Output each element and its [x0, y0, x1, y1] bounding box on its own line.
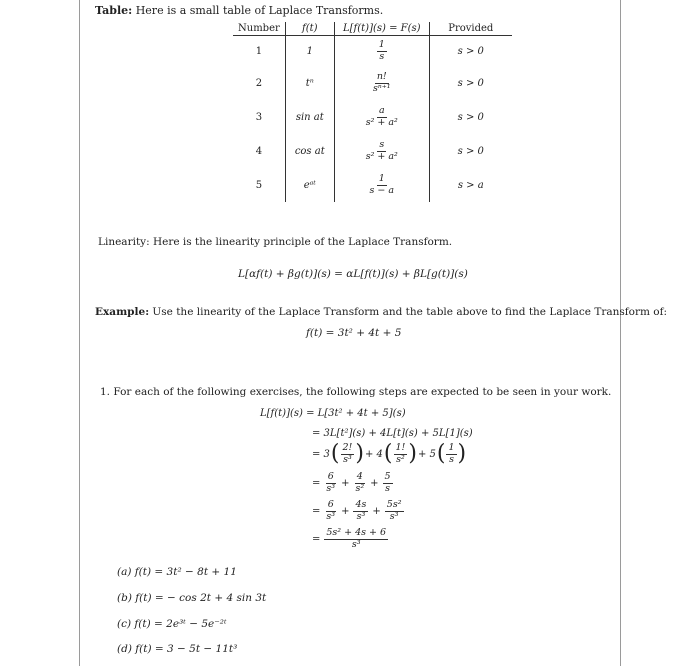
- frac-den: s − a: [369, 184, 395, 196]
- row-f: cos at: [285, 134, 334, 168]
- frac-den: s²: [355, 482, 365, 494]
- frac-num: 4s: [355, 499, 367, 510]
- header-f: f(t): [285, 22, 334, 36]
- frac-den: s² + a²: [365, 150, 398, 162]
- frac-den: s: [449, 453, 454, 465]
- frac-den: s³: [356, 510, 366, 522]
- frac-num: 5s²: [386, 499, 402, 510]
- frac-num: a: [378, 104, 385, 116]
- row-number: 2: [233, 66, 285, 100]
- linearity-text: Linearity: Here is the linearity principle of the Laplace Transform.: [98, 236, 453, 248]
- laplace-table: [233, 22, 512, 202]
- step4-plus: +: [341, 477, 350, 489]
- example-label: Example:: [95, 306, 150, 318]
- frac-num: 1: [378, 38, 385, 50]
- left-page-border: [79, 0, 80, 666]
- header-number: Number: [233, 22, 285, 36]
- frac-den: s: [379, 50, 385, 62]
- table-row: [233, 100, 512, 134]
- frac-num: 1!: [395, 442, 406, 453]
- example-formula: f(t) = 3t² + 4t + 5: [306, 327, 402, 339]
- frac-den: s³: [326, 510, 336, 522]
- frac-num: 5s² + 4s + 6: [326, 527, 387, 538]
- exercise-part-a: (a) f(t) = 3t² − 8t + 11: [117, 566, 237, 578]
- row-transform: [334, 168, 429, 202]
- step5-eq: =: [312, 505, 321, 517]
- table-title-label: Table:: [95, 4, 133, 17]
- table-title: [95, 4, 383, 17]
- derivation-step-2: = 3L[t²](s) + 4L[t](s) + 5L[1](s): [312, 428, 473, 439]
- step3-plus4: + 4: [364, 448, 383, 460]
- row-condition: s > a: [457, 179, 484, 191]
- table-header-row: [233, 22, 512, 36]
- frac-den: sⁿ⁺¹: [373, 82, 391, 94]
- step6-eq: =: [312, 533, 321, 545]
- row-transform: [334, 100, 429, 134]
- frac-den: s² + a²: [365, 116, 398, 128]
- row-number: 5: [233, 168, 285, 202]
- header-provided: Provided: [429, 22, 512, 36]
- table-row: [233, 134, 512, 168]
- row-number: 1: [233, 36, 285, 67]
- frac-den: s³: [389, 510, 399, 522]
- frac-num: 1: [448, 442, 455, 453]
- derivation-step-4: [312, 472, 393, 495]
- frac-num: 4: [356, 471, 363, 482]
- frac-den: s: [385, 482, 391, 494]
- row-f: 1: [285, 36, 334, 67]
- table-row: [233, 66, 512, 100]
- row-condition: s > 0: [457, 45, 484, 57]
- row-f: eᵃᵗ: [285, 168, 334, 202]
- step3-eq: = 3: [312, 448, 330, 460]
- row-condition: s > 0: [457, 111, 484, 123]
- header-transform: L[f(t)](s) = F(s): [334, 22, 429, 36]
- derivation-step-5: [312, 500, 404, 523]
- exercise-part-d: (d) f(t) = 3 − 5t − 11t³: [117, 643, 238, 655]
- row-f: sin at: [285, 100, 334, 134]
- step3-plus5: + 5: [417, 448, 436, 460]
- frac-den: s³: [351, 538, 361, 550]
- table-row: [233, 36, 512, 67]
- frac-num: 2!: [342, 442, 353, 453]
- table-row: [233, 168, 512, 202]
- linearity-formula: L[αf(t) + βg(t)](s) = αL[f(t)](s) + βL[g(t)](s): [238, 268, 468, 280]
- frac-num: 6: [327, 499, 334, 510]
- exercise-part-c: (c) f(t) = 2e³ᵗ − 5e⁻²ᵗ: [117, 618, 227, 630]
- step5-plus: +: [341, 505, 350, 517]
- frac-num: 6: [327, 471, 334, 482]
- row-transform: [334, 36, 429, 67]
- frac-den: s³: [326, 482, 336, 494]
- exercise-intro: 1. For each of the following exercises, the following steps are expected to be seen in your work.: [100, 386, 612, 398]
- step5-plus: +: [372, 505, 381, 517]
- exercise-part-b: (b) f(t) = − cos 2t + 4 sin 3t: [117, 592, 267, 604]
- row-condition: s > 0: [457, 145, 484, 157]
- step4-eq: =: [312, 477, 321, 489]
- frac-num: 5: [384, 471, 391, 482]
- frac-den: s³: [343, 453, 352, 465]
- frac-num: n!: [376, 70, 387, 82]
- derivation-step-1: L[f(t)](s) = L[3t² + 4t + 5](s): [260, 408, 406, 419]
- row-f: tⁿ: [285, 66, 334, 100]
- row-condition: s > 0: [457, 77, 484, 89]
- frac-num: 1: [378, 172, 385, 184]
- right-page-border: [620, 0, 621, 666]
- example-paragraph: [95, 306, 667, 318]
- derivation-step-3: = 3 ( $\frac{2!}{\text{s³}}$ ) + 4 ( $\frac{1!}{\text{s²}}$ ) + 5 ( $\frac{1}{s}$ ): [312, 441, 467, 467]
- frac-num: s: [379, 138, 385, 150]
- step4-plus: +: [370, 477, 379, 489]
- row-transform: [334, 66, 429, 100]
- row-transform: [334, 134, 429, 168]
- row-number: 3: [233, 100, 285, 134]
- example-text: Use the linearity of the Laplace Transform and the table above to find the Laplace Transform of:: [152, 306, 668, 318]
- row-number: 4: [233, 134, 285, 168]
- table-title-text: Here is a small table of Laplace Transforms.: [135, 4, 384, 17]
- frac-den: s²: [396, 453, 405, 465]
- derivation-step-6: [312, 528, 388, 551]
